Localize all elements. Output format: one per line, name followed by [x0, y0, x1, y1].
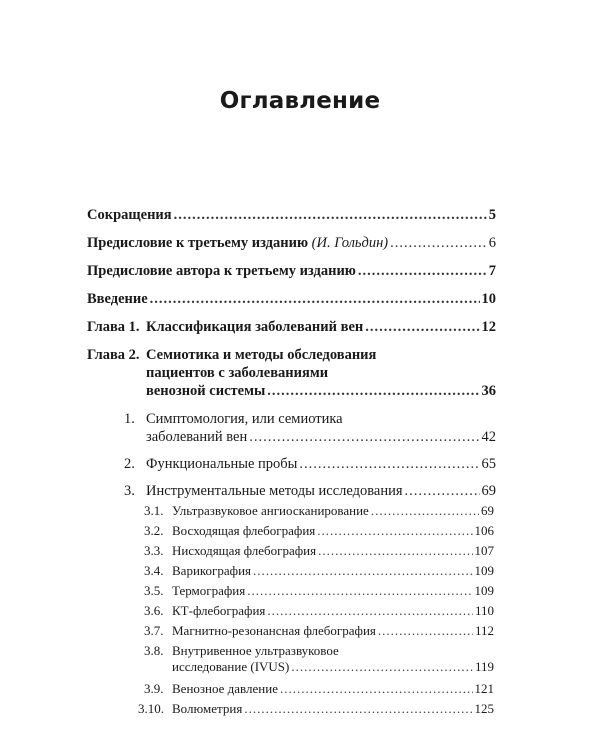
dot-leader	[253, 563, 472, 579]
toc-entry-title: Термография	[172, 583, 246, 598]
toc-entry-title: КТ-флебография	[172, 603, 266, 618]
toc-section-number: 1.	[124, 411, 135, 427]
dot-leader	[371, 503, 479, 519]
toc-page-number: 69	[481, 483, 496, 499]
toc-subsection-number: 3.10.	[138, 701, 164, 716]
toc-page-number: 110	[474, 603, 494, 618]
toc-page-number: 106	[474, 523, 494, 538]
dot-leader	[249, 428, 479, 446]
toc-entry-title: заболеваний вен	[146, 429, 248, 445]
toc-subsection-number: 3.2.	[144, 523, 164, 538]
dot-leader	[174, 206, 487, 224]
toc-page-number: 7	[488, 263, 496, 279]
toc-entry-section-2[interactable]	[124, 455, 496, 473]
toc-page-number: 69	[481, 503, 494, 518]
toc-entry-title: Сокращения	[87, 207, 172, 223]
toc-subentry-3-4[interactable]	[144, 563, 494, 579]
toc-entry-chapter-2[interactable]	[87, 346, 496, 400]
toc-subentry-3-5[interactable]	[144, 583, 494, 599]
toc-entry-title: Классификация заболеваний вен	[146, 319, 364, 335]
toc-subentry-3-2[interactable]	[144, 523, 494, 539]
toc-entry-title-line: пациентов с заболеваниями	[146, 365, 329, 381]
toc-entry-section-1[interactable]	[124, 410, 496, 446]
toc-entry-author: (И. Гольдин)	[311, 235, 389, 251]
toc-entry-title: Ультразвуковое ангиосканирование	[172, 503, 369, 518]
toc-entry-title-line: Семиотика и методы обследования	[146, 347, 377, 363]
toc-entry-title: Венозное давление	[172, 681, 278, 696]
toc-subentry-3-10[interactable]	[138, 701, 494, 717]
toc-subentry-3-6[interactable]	[144, 603, 494, 619]
toc-entry-title-line: Внутривенное ультразвуковое	[172, 643, 339, 658]
dot-leader	[267, 382, 479, 400]
toc-page-number: 5	[488, 207, 496, 223]
toc-entry-introduction[interactable]	[87, 290, 496, 308]
dot-leader	[291, 659, 473, 675]
toc-subsection-number: 3.3.	[144, 543, 164, 558]
dot-leader	[365, 318, 479, 336]
toc-entry-title: Варикография	[172, 563, 252, 578]
toc-subsection-number: 3.6.	[144, 603, 164, 618]
toc-entry-title: Функциональные пробы	[146, 456, 298, 472]
toc-entry-title: Магнитно-резонансная флебография	[172, 623, 376, 638]
toc-subsection-number: 3.9.	[144, 681, 164, 696]
toc-entry-title: Восходящая флебография	[172, 523, 316, 538]
toc-subsection-number: 3.1.	[144, 503, 164, 518]
dot-leader	[150, 290, 480, 308]
toc-section-number: 2.	[124, 456, 135, 472]
toc-entry-chapter-1[interactable]	[87, 318, 496, 336]
toc-page-number: 12	[481, 319, 496, 335]
toc-subsection-number: 3.8.	[144, 643, 164, 658]
toc-page-number: 107	[474, 543, 494, 558]
dot-leader	[317, 523, 472, 539]
dot-leader	[405, 482, 480, 500]
dot-leader	[267, 603, 473, 619]
toc-chapter-number: Глава 1.	[87, 319, 140, 335]
dot-leader	[247, 583, 472, 599]
toc-page-number: 109	[474, 583, 494, 598]
toc-entry-title: Нисходящая флебография	[172, 543, 317, 558]
dot-leader	[244, 701, 472, 717]
toc-page-number: 42	[481, 429, 496, 445]
toc-page-number: 36	[481, 383, 496, 399]
toc-subentry-3-9[interactable]	[144, 681, 494, 697]
dot-leader	[390, 234, 487, 252]
toc-entry-title: Инструментальные методы исследования	[146, 483, 403, 499]
toc-page-number: 65	[481, 456, 496, 472]
toc-subentry-3-3[interactable]	[144, 543, 494, 559]
toc-page-number: 121	[474, 681, 494, 696]
toc-subentry-3-8[interactable]	[144, 643, 494, 675]
toc-page-number: 125	[474, 701, 494, 716]
toc-entry-title-line: Симптомология, или семиотика	[146, 411, 343, 427]
dot-leader	[358, 262, 487, 280]
toc-entry-preface-editor[interactable]	[87, 234, 496, 252]
dot-leader	[299, 455, 479, 473]
toc-entry-title: Волюметрия	[172, 701, 243, 716]
toc-subsection-number: 3.4.	[144, 563, 164, 578]
toc-page-number: 112	[474, 623, 494, 638]
toc-entry-title: Предисловие автора к третьему изданию	[87, 263, 356, 279]
toc-entry-abbreviations[interactable]	[87, 206, 496, 224]
page-title: Оглавление	[219, 88, 381, 114]
toc-subentry-3-1[interactable]	[144, 503, 494, 519]
dot-leader	[280, 681, 473, 697]
toc-entry-title: исследование (IVUS)	[172, 659, 290, 674]
toc-subsection-number: 3.7.	[144, 623, 164, 638]
dot-leader	[378, 623, 473, 639]
toc-subentry-3-7[interactable]	[144, 623, 494, 639]
toc-page-number: 6	[488, 235, 496, 251]
toc-subsection-number: 3.5.	[144, 583, 164, 598]
toc-chapter-number: Глава 2.	[87, 347, 140, 363]
toc-page-number: 109	[474, 563, 494, 578]
toc-page-number: 119	[474, 659, 494, 674]
toc-page-number: 10	[481, 291, 496, 307]
toc-section-number: 3.	[124, 483, 135, 499]
toc-entry-preface-author[interactable]	[87, 262, 496, 280]
toc-entry-title: венозной системы	[146, 383, 266, 399]
toc-entry-title: Предисловие к третьему изданию	[87, 235, 309, 251]
toc-entry-section-3[interactable]	[124, 482, 496, 500]
dot-leader	[318, 543, 472, 559]
toc-entry-title: Введение	[87, 291, 148, 307]
